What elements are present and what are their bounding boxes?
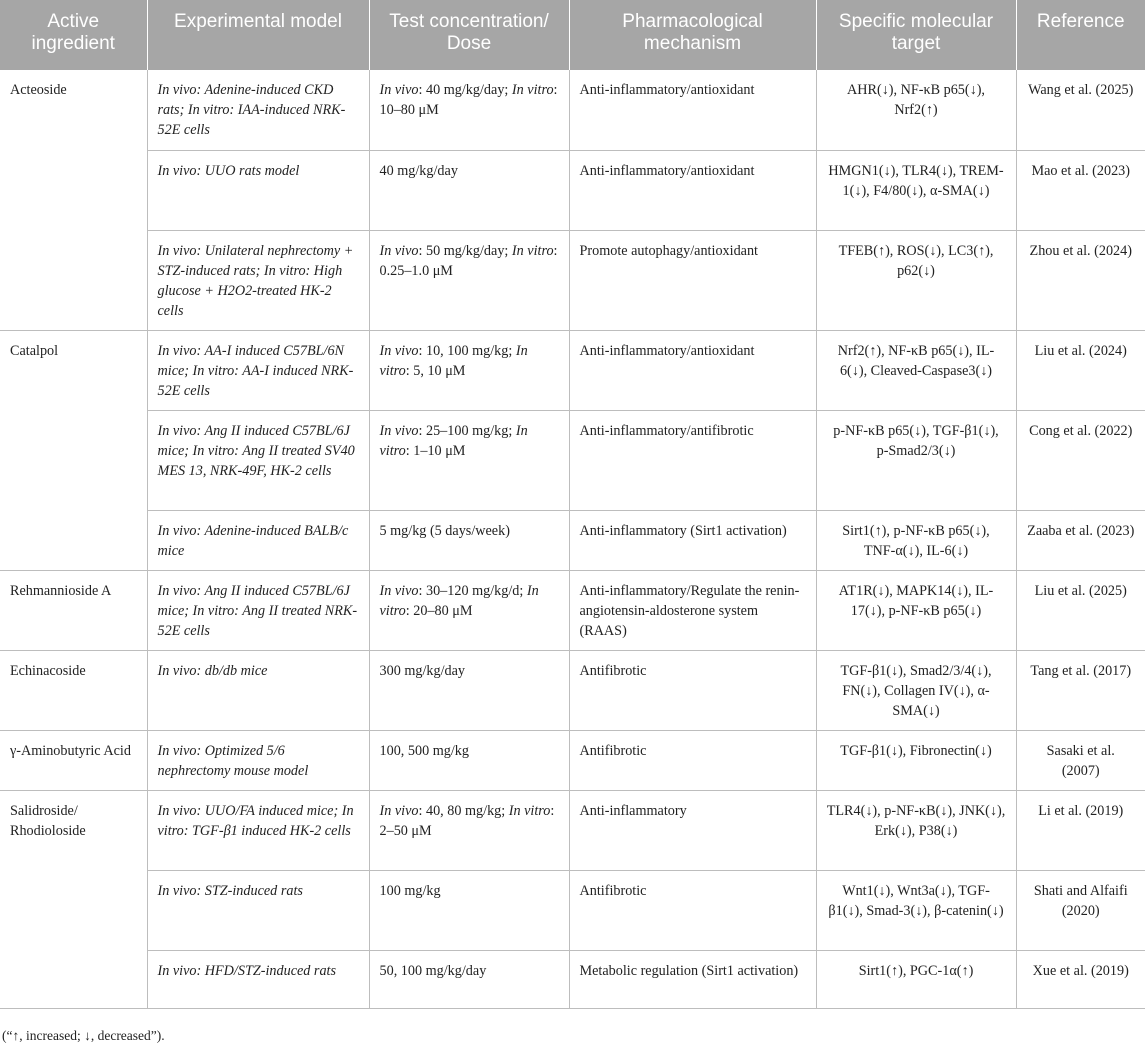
cell-dose: In vivo: 10, 100 mg/kg; In vitro: 5, 10 μM	[369, 330, 569, 410]
table-row	[0, 650, 1145, 730]
cell-reference: Zaaba et al. (2023)	[1016, 510, 1145, 570]
cell-model: In vivo: STZ-induced rats	[147, 870, 369, 950]
cell-target: Nrf2(↑), NF-κB p65(↓), IL-6(↓), Cleaved-Caspase3(↓)	[816, 330, 1016, 410]
cell-reference: Wang et al. (2025)	[1016, 70, 1145, 150]
cell-dose: 300 mg/kg/day	[369, 650, 569, 730]
table-row	[0, 510, 1145, 570]
cell-target: AT1R(↓), MAPK14(↓), IL-17(↓), p-NF-κB p65(↓)	[816, 570, 1016, 650]
cell-mechanism: Antifibrotic	[569, 870, 816, 950]
cell-reference: Li et al. (2019)	[1016, 790, 1145, 870]
cell-reference: Liu et al. (2024)	[1016, 330, 1145, 410]
cell-reference: Cong et al. (2022)	[1016, 410, 1145, 510]
cell-mechanism: Anti-inflammatory/antioxidant	[569, 70, 816, 150]
cell-target: Wnt1(↓), Wnt3a(↓), TGF-β1(↓), Smad-3(↓), β-catenin(↓)	[816, 870, 1016, 950]
cell-dose: 40 mg/kg/day	[369, 150, 569, 230]
cell-dose: 100, 500 mg/kg	[369, 730, 569, 790]
header-reference: Reference	[1016, 0, 1145, 70]
cell-ingredient: Echinacoside	[0, 650, 147, 730]
cell-dose: In vivo: 30–120 mg/kg/d; In vitro: 20–80 μM	[369, 570, 569, 650]
header-experimental-model: Experimental model	[147, 0, 369, 70]
cell-ingredient: Salidroside/ Rhodioloside	[0, 790, 147, 1008]
table-row	[0, 730, 1145, 790]
cell-model: In vivo: HFD/STZ-induced rats	[147, 950, 369, 1008]
header-molecular-target: Specific molecular target	[816, 0, 1016, 70]
cell-target: TGF-β1(↓), Fibronectin(↓)	[816, 730, 1016, 790]
cell-reference: Zhou et al. (2024)	[1016, 230, 1145, 330]
header-test-dose: Test concentration/ Dose	[369, 0, 569, 70]
cell-dose: 50, 100 mg/kg/day	[369, 950, 569, 1008]
cell-target: AHR(↓), NF-κB p65(↓), Nrf2(↑)	[816, 70, 1016, 150]
cell-dose: In vivo: 25–100 mg/kg; In vitro: 1–10 μM	[369, 410, 569, 510]
cell-model: In vivo: Ang II induced C57BL/6J mice; In vitro: Ang II treated SV40 MES 13, NRK-49F, HK-2 cells	[147, 410, 369, 510]
cell-target: HMGN1(↓), TLR4(↓), TREM-1(↓), F4/80(↓), α-SMA(↓)	[816, 150, 1016, 230]
cell-model: In vivo: Optimized 5/6 nephrectomy mouse model	[147, 730, 369, 790]
cell-reference: Liu et al. (2025)	[1016, 570, 1145, 650]
cell-target: Sirt1(↑), p-NF-κB p65(↓), TNF-α(↓), IL-6(↓)	[816, 510, 1016, 570]
cell-mechanism: Antifibrotic	[569, 730, 816, 790]
cell-ingredient: Rehmannioside A	[0, 570, 147, 650]
cell-ingredient: Catalpol	[0, 330, 147, 570]
cell-target: TLR4(↓), p-NF-κB(↓), JNK(↓), Erk(↓), P38(↓)	[816, 790, 1016, 870]
cell-target: TFEB(↑), ROS(↓), LC3(↑), p62(↓)	[816, 230, 1016, 330]
cell-mechanism: Antifibrotic	[569, 650, 816, 730]
cell-dose: 100 mg/kg	[369, 870, 569, 950]
table-row	[0, 70, 1145, 150]
table-row	[0, 230, 1145, 330]
cell-mechanism: Anti-inflammatory (Sirt1 activation)	[569, 510, 816, 570]
cell-dose: 5 mg/kg (5 days/week)	[369, 510, 569, 570]
cell-mechanism: Anti-inflammatory/antioxidant	[569, 330, 816, 410]
cell-reference: Shati and Alfaifi (2020)	[1016, 870, 1145, 950]
cell-model: In vivo: db/db mice	[147, 650, 369, 730]
cell-ingredient: Acteoside	[0, 70, 147, 330]
table-row	[0, 410, 1145, 510]
cell-model: In vivo: Adenine-induced CKD rats; In vitro: IAA-induced NRK-52E cells	[147, 70, 369, 150]
table-row	[0, 870, 1145, 950]
cell-reference: Tang et al. (2017)	[1016, 650, 1145, 730]
cell-target: p-NF-κB p65(↓), TGF-β1(↓), p-Smad2/3(↓)	[816, 410, 1016, 510]
cell-ingredient: γ-Aminobutyric Acid	[0, 730, 147, 790]
cell-mechanism: Anti-inflammatory	[569, 790, 816, 870]
table-row	[0, 790, 1145, 870]
header-row	[0, 0, 1145, 70]
cell-mechanism: Anti-inflammatory/Regulate the renin-angiotensin-aldosterone system (RAAS)	[569, 570, 816, 650]
table-row	[0, 570, 1145, 650]
cell-dose: In vivo: 50 mg/kg/day; In vitro: 0.25–1.0 μM	[369, 230, 569, 330]
cell-dose: In vivo: 40, 80 mg/kg; In vitro: 2–50 μM	[369, 790, 569, 870]
cell-dose: In vivo: 40 mg/kg/day; In vitro: 10–80 μM	[369, 70, 569, 150]
cell-reference: Xue et al. (2019)	[1016, 950, 1145, 1008]
cell-model: In vivo: UUO rats model	[147, 150, 369, 230]
cell-target: TGF-β1(↓), Smad2/3/4(↓), FN(↓), Collagen IV(↓), α-SMA(↓)	[816, 650, 1016, 730]
cell-reference: Mao et al. (2023)	[1016, 150, 1145, 230]
cell-model: In vivo: UUO/FA induced mice; In vitro: TGF-β1 induced HK-2 cells	[147, 790, 369, 870]
cell-model: In vivo: Ang II induced C57BL/6J mice; In vitro: Ang II treated NRK-52E cells	[147, 570, 369, 650]
table-row	[0, 950, 1145, 1008]
cell-mechanism: Promote autophagy/antioxidant	[569, 230, 816, 330]
cell-reference: Sasaki et al. (2007)	[1016, 730, 1145, 790]
table-row	[0, 150, 1145, 230]
header-active-ingredient: Active ingredient	[0, 0, 147, 70]
cell-model: In vivo: AA-I induced C57BL/6N mice; In vitro: AA-I induced NRK-52E cells	[147, 330, 369, 410]
table-row	[0, 330, 1145, 410]
header-mechanism: Pharmacological mechanism	[569, 0, 816, 70]
cell-model: In vivo: Adenine-induced BALB/c mice	[147, 510, 369, 570]
cell-model: In vivo: Unilateral nephrectomy + STZ-induced rats; In vitro: High glucose + H2O2-treated HK-2 cells	[147, 230, 369, 330]
cell-mechanism: Anti-inflammatory/antioxidant	[569, 150, 816, 230]
cell-mechanism: Anti-inflammatory/antifibrotic	[569, 410, 816, 510]
cell-target: Sirt1(↑), PGC-1α(↑)	[816, 950, 1016, 1008]
cell-mechanism: Metabolic regulation (Sirt1 activation)	[569, 950, 816, 1008]
table-footnote: (“↑, increased; ↓, decreased”).	[2, 1027, 165, 1043]
